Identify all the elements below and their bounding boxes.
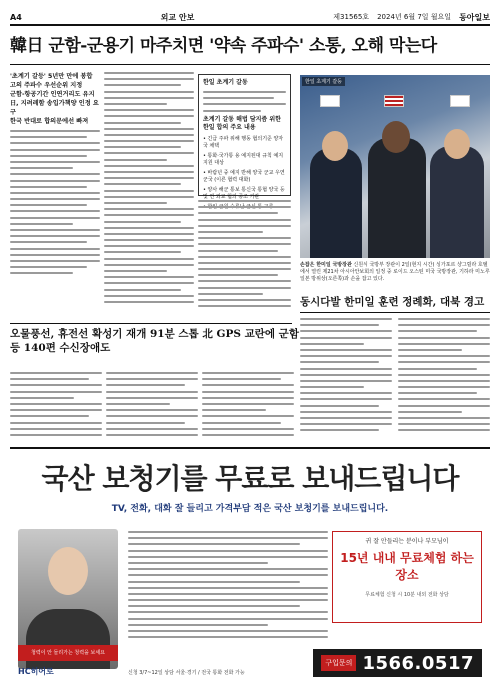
second-col-2 — [106, 372, 198, 442]
ad-info: 신청 3/7~12일 상담 서울·경기 / 전국 통화 전화 가능 — [128, 670, 245, 676]
ad-quote: 청력이 안 들리가는 청력을 보세요 — [18, 645, 118, 661]
ad-phone-label: 구입문의 — [321, 655, 356, 671]
caption-text: 신원식 국방부 장관이 2일(현지 시간) 싱가포르 샹그릴라 호텔에서 열린 제21차 아시아안보회의 일정 중 로이드 오스틴 미국 국방장관, 기하라 미노루 일본 방위상(오른쪽)과 손을 잡고 있다. — [300, 262, 490, 282]
person-figure — [430, 146, 484, 258]
ad-logo: HC히어로 — [18, 667, 54, 676]
person-figure — [368, 138, 426, 258]
side-headline: 동시다발 한미일 훈련 정례화, 대북 경고 — [300, 291, 490, 313]
lead-sub: 日, 지려레함 송입가책양 인정 요구 — [10, 100, 99, 116]
info-box-item: • 양사 해군 통보 통신국 통협 양국 등 및 연 외교 협의 공조 기관 — [203, 186, 285, 200]
article-col-2 — [104, 72, 194, 322]
paper-logo: 동아일보 — [459, 11, 490, 22]
caption-label: 손잡은 한미일 국방장관 — [300, 262, 352, 268]
info-box-item: • 바람년 중 예지 반해 양국 군교 우연 군국 (이른 협력 대화) — [203, 169, 285, 183]
news-photo — [300, 75, 490, 258]
side-col-1 — [300, 318, 392, 438]
lead-sub: 군함-항공기간 인연거리도 유지 — [10, 91, 95, 98]
person-head — [382, 121, 410, 153]
flag-icon — [320, 95, 340, 107]
info-box-item: • 긴급 주파 위해 행동 협의기준 양자국 채택 — [203, 135, 284, 149]
photo-caption — [300, 262, 490, 286]
body-text — [10, 130, 100, 274]
lead-sub: 한국 반대로 합의문에선 빠져 — [10, 118, 89, 125]
ad-promo-box — [332, 531, 482, 623]
flag-icon — [450, 95, 470, 107]
lead-sub: '초계기 갈등' 5년만 만에 봉합 — [10, 73, 93, 80]
masthead — [10, 10, 490, 26]
side-col-2 — [398, 318, 490, 438]
main-headline: 韓日 군함-군용기 마주치면 '약속 주파수' 소통, 오해 막는다 — [10, 36, 437, 56]
article-col-3 — [198, 200, 291, 320]
ad-phone-number: 1566.0517 — [362, 652, 474, 674]
ad-headline: 국산 보청기를 무료로 보내드립니다 — [41, 462, 459, 495]
second-col-1 — [10, 372, 102, 442]
issue-number: 제31565호 — [333, 13, 370, 21]
info-box-item: • 통화·국가통 용 예지된대 규칙 예지 지원 대상 — [203, 152, 284, 166]
person-head — [444, 129, 470, 159]
info-box-highlight-title: 초계기 갈동 해법 담지즘 위한 한일 합의 주요 내용 — [203, 115, 281, 131]
flag-icon — [384, 95, 404, 107]
advertisement — [10, 447, 490, 681]
article-col-1 — [10, 72, 100, 322]
issue-date: 2024년 6월 7일 월요일 — [377, 13, 452, 21]
info-box-title: 한일 초계기 갈동 — [203, 79, 248, 86]
ad-promo-main: 15년 내내 무료체험 하는 장소 — [340, 551, 474, 582]
section-label: 외교 안보 — [160, 12, 195, 22]
headline-rule — [10, 64, 490, 65]
ad-body-text — [128, 531, 328, 651]
section-rule — [10, 323, 292, 324]
person-head — [322, 131, 348, 161]
second-col-3 — [202, 372, 294, 442]
page-number: A4 — [10, 12, 22, 22]
ad-promo-note: 무료체험 신청 시 10분 내외 전화 상담 — [365, 592, 449, 598]
ad-tagline: TV, 전화, 대화 잘 들리고 가격부담 적은 국산 보청기를 보내드립니다. — [111, 504, 389, 514]
info-box — [198, 74, 291, 200]
lead-sub: 고의 주파수 우선순위 지정 — [10, 82, 83, 89]
photo-tag: 한일 초계기 갈등 — [302, 77, 345, 86]
person-figure — [310, 148, 362, 258]
ad-phone-box — [313, 649, 482, 677]
ad-promo-pre: 귀 잘 안들리는 분이나 부모님이 — [365, 538, 449, 545]
second-headline: 오물풍선, 휴전선 확성기 재개 91분 스톱 北 GPS 교란에 군함 등 140편 수신장애도 — [10, 328, 299, 354]
